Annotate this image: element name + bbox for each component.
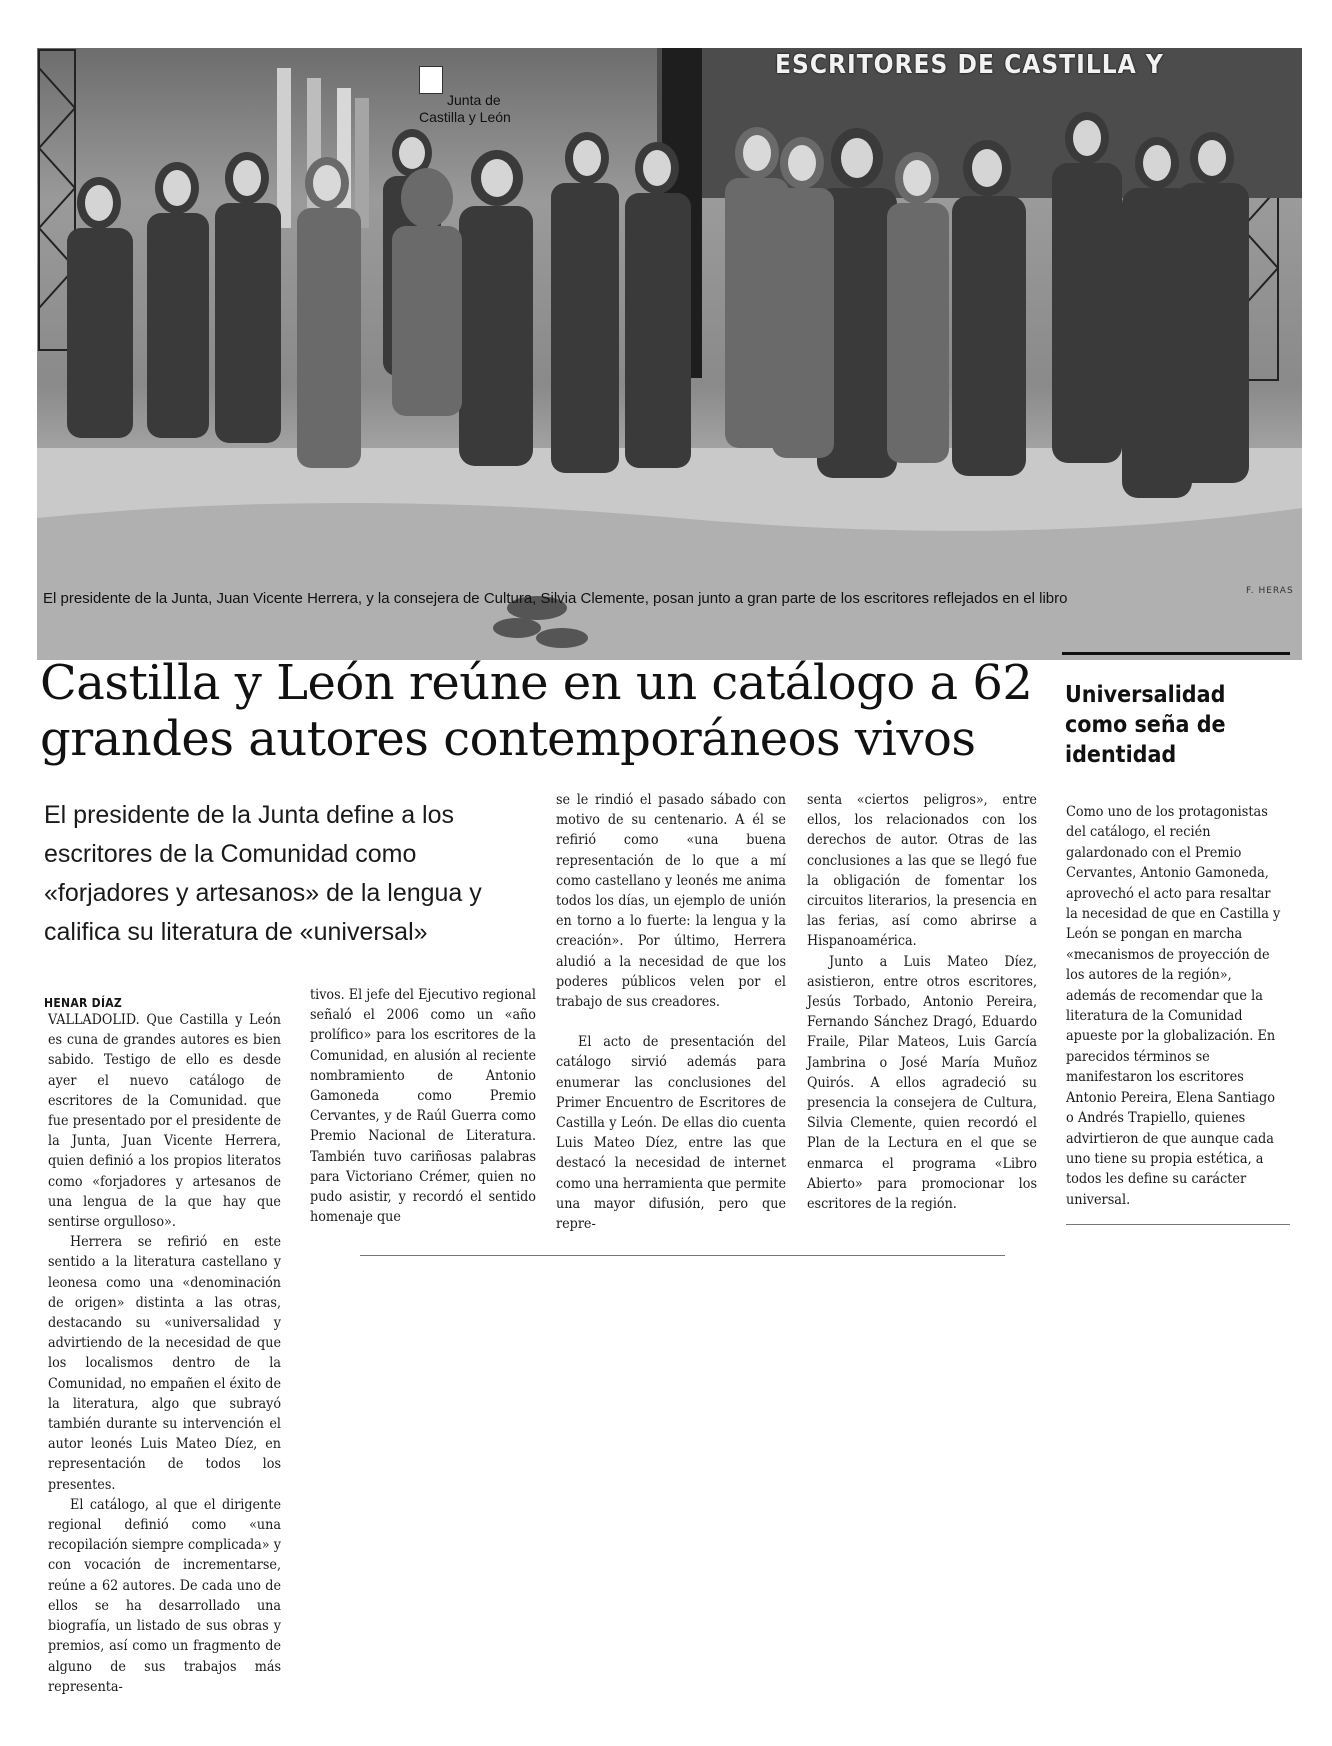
article-column-3 xyxy=(556,790,786,1234)
group-photo-illustration xyxy=(37,48,1302,660)
headline: Castilla y León reúne en un catálogo a 62 grandes autores contemporáneos vivos xyxy=(40,655,1033,767)
paragraph: Junto a Luis Mateo Díez, asistieron, entre otros escritores, Jesús Torbado, Antonio Pereira, Fernando Sánchez Dragó, Eduardo Fraile, Pilar Mateos, Luis García Jambrina o José María Muñoz Quirós. A ellos agradeció su presencia la consejera de Cultura, Silvia Clemente, quien recordó el Plan de la Lectura en el que se enmarca el programa «Libro Abierto» para promocionar los escritores de la región. xyxy=(807,953,1037,1213)
logo-line-2: Castilla y León xyxy=(419,109,511,125)
paragraph: El catálogo, al que el dirigente regional definió como «una recopilación siempre complicada» y con vocación de incrementarse, reúne a 62 autores. De cada uno de ellos se ha desarrollado una biografía, un listado de sus obras y premios, así como un fragmento de alguno de sus trabajos más representa- xyxy=(48,1496,281,1695)
sidebar-body xyxy=(1066,802,1281,1210)
photo-credit: F. HERAS xyxy=(1246,586,1294,596)
paragraph: Como uno de los protagonistas del catálogo, el recién galardonado con el Premio Cervantes, Antonio Gamoneda, aprovechó el acto para resaltar la necesidad de que en Castilla y León se pongan en marcha «mecanismos de proyección de los autores de la región», además de recomendar que la literatura de la Comunidad apueste por la globalización. En parecidos términos se manifestaron los escritores Antonio Pereira, Elena Santiago o Andrés Trapiello, quienes advirtieron de que aunque cada uno tiene su propia estética, a todos les define su carácter universal. xyxy=(1066,804,1281,1208)
divider xyxy=(360,1255,1005,1256)
paragraph: VALLADOLID. Que Castilla y León es cuna de grandes autores es bien sabido. Testigo de ello es desde ayer el nuevo catálogo de escritores de la Comunidad. que fue presentado por el presidente de la Junta, Juan Vicente Herrera, quien definió a los propios literatos como «forjadores y artesanos de una lengua de la que hay que sentirse orgulloso». xyxy=(48,1012,281,1231)
subheadline: El presidente de la Junta define a los escritores de la Comunidad como «forjadores y artesanos» de la lengua y califica su literatura de «universal» xyxy=(44,801,482,946)
banner-text: ESCRITORES DE CASTILLA Y xyxy=(775,50,1164,80)
group-photo xyxy=(37,48,1302,660)
coat-of-arms-icon xyxy=(419,66,443,94)
paragraph: se le rindió el pasado sábado con motivo de su centenario. A él se refirió como «una buena representación de lo que a mí como castellano y leonés me anima todos los días, un ejemplo de unión en torno a lo fuerte: la lengua y la creación». Por último, Herrera aludió a la necesidad de que los poderes públicos velen por el trabajo de sus creadores. xyxy=(556,792,786,1011)
byline: HENAR DÍAZ xyxy=(44,996,123,1010)
logo-line-1: Junta de xyxy=(447,92,501,108)
article-column-4 xyxy=(807,790,1037,1214)
photo-caption: El presidente de la Junta, Juan Vicente Herrera, y la consejera de Cultura, Silvia Clemente, posan junto a gran parte de los escritores reflejados en el libro xyxy=(43,590,1068,607)
junta-logo xyxy=(419,66,539,125)
paragraph: senta «ciertos peligros», entre ellos, los relacionados con los derechos de autor. Otras de las conclusiones a las que se llegó fue la obligación de fomentar los circuitos literarios, la presencia en las ferias, así como abrirse a Hispanoamérica. xyxy=(807,792,1037,950)
sidebar-bottom-rule xyxy=(1066,1224,1290,1225)
paragraph: Herrera se refirió en este sentido a la literatura castellano y leonesa como una «denominación de origen» distinta a las otras, destacando su «universalidad y advirtiendo de la necesidad de que los localismos dentro de la Comunidad, no empañen el éxito de la literatura, algo que subrayó también durante su intervención el autor leonés Luis Mateo Díez, en representación de todos los presentes. xyxy=(48,1234,281,1493)
paragraph: El acto de presentación del catálogo sirvió además para enumerar las conclusiones del Primer Encuentro de Escritores de Castilla y León. De ellas dio cuenta Luis Mateo Díez, entre las que destacó la necesidad de internet como una herramienta que permite una mayor difusión, pero que repre- xyxy=(556,1034,786,1233)
article-column-1 xyxy=(48,1010,281,1697)
sidebar-top-rule xyxy=(1062,652,1290,655)
people xyxy=(67,112,1249,498)
article-column-2 xyxy=(310,985,536,1227)
sidebar-title: Universalidad como seña de identidad xyxy=(1065,682,1226,768)
paragraph: tivos. El jefe del Ejecutivo regional señaló el 2006 como un «año prolífico» para los escritores de la Comunidad, en alusión al reciente nombramiento de Antonio Gamoneda como Premio Cervantes, y de Raúl Guerra como Premio Nacional de Literatura. También tuvo cariñosas palabras para Victoriano Crémer, quien no pudo asistir, y recordó el sentido homenaje que xyxy=(310,987,536,1226)
